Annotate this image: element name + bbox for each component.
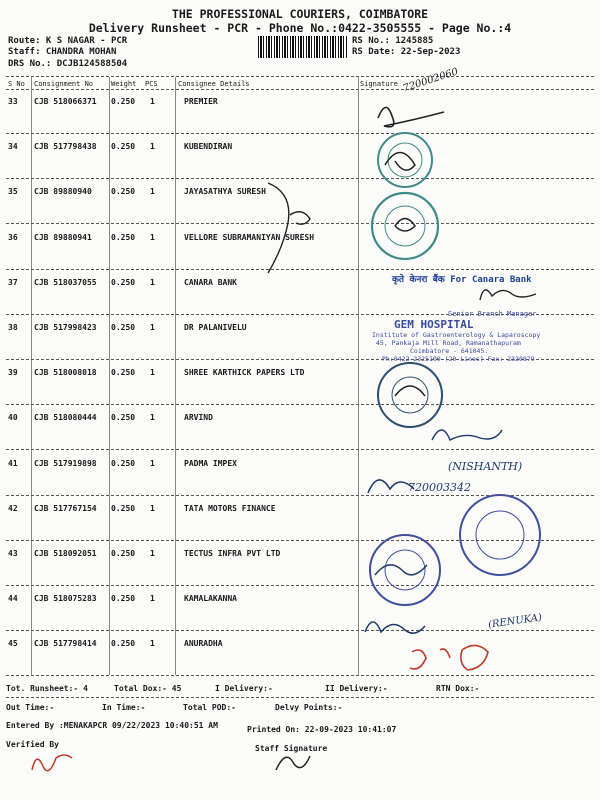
- row-consignment: CJB 518092051: [34, 549, 97, 558]
- gem-hospital-line: Institute of Gastroenterology & Laparoscopy: [372, 331, 541, 339]
- row-consignment: CJB 518075283: [34, 594, 97, 603]
- gem-hospital-line: Ph:0422-2325100 (20 Lines) Fax: 2320879: [382, 355, 535, 363]
- stamp-circle: [388, 143, 422, 177]
- col-signature: Signature: [360, 80, 398, 88]
- row-sno: 35: [8, 187, 18, 196]
- page-title: THE PROFESSIONAL COURIERS, COIMBATORE: [171, 7, 429, 21]
- in-time: In Time:-: [102, 703, 146, 712]
- entered-by: Entered By :MENAKAPCR 09/22/2023 10:40:51 AM: [6, 721, 218, 730]
- delvy-points: Delvy Points:-: [275, 703, 343, 712]
- verified-signature: [32, 755, 72, 771]
- col-sno: S No: [8, 80, 25, 88]
- row-weight: 0.250: [111, 504, 136, 513]
- signature-mark: [268, 183, 289, 273]
- row-consignment: CJB 518080444: [34, 413, 97, 422]
- staff-signature: [276, 756, 310, 770]
- col-consignment: Consignment No: [34, 80, 94, 88]
- stamp-circle: [476, 511, 524, 559]
- row-consignment: CJB 518008018: [34, 368, 97, 377]
- out-time: Out Time:-: [6, 703, 55, 712]
- row-consignee: ANURADHA: [184, 639, 223, 648]
- row-weight: 0.250: [111, 368, 136, 377]
- row-sno: 44: [8, 594, 18, 603]
- row-consignee: DR PALANIVELU: [184, 323, 247, 332]
- staff-signature-label: Staff Signature: [255, 744, 328, 753]
- stamp-circle: [378, 133, 432, 187]
- col-pcs: PCS: [145, 80, 158, 88]
- row-sno: 39: [8, 368, 18, 377]
- stamp-circle: [385, 550, 425, 590]
- row-sno: 41: [8, 459, 18, 468]
- row-sno: 37: [8, 278, 18, 287]
- signature-mark: [432, 430, 502, 440]
- total-pod: Total POD:-: [183, 703, 236, 712]
- stamp-circle: [460, 495, 540, 575]
- row-sno: 34: [8, 142, 18, 151]
- row-sno: 45: [8, 639, 18, 648]
- row-pcs: 1: [150, 549, 155, 558]
- row-pcs: 1: [150, 504, 155, 513]
- signature-mark: [365, 622, 425, 633]
- row-pcs: 1: [150, 323, 155, 332]
- row-weight: 0.250: [111, 97, 136, 106]
- row-consignee: KUBENDIRAN: [184, 142, 233, 151]
- row-consignee: TECTUS INFRA PVT LTD: [184, 549, 281, 558]
- i-delivery: I Delivery:-: [215, 684, 273, 693]
- row-weight: 0.250: [111, 594, 136, 603]
- row-pcs: 1: [150, 594, 155, 603]
- row-consignee: PADMA IMPEX: [184, 459, 237, 468]
- row-consignee: VELLORE SUBRAMANIYAN SURESH: [184, 233, 315, 242]
- col-weight: Weight: [111, 80, 137, 88]
- handwritten-number: 720002060: [401, 66, 460, 95]
- row-consignment: CJB 89880941: [34, 233, 92, 242]
- signature-mark: [480, 290, 536, 300]
- row-sno: 38: [8, 323, 18, 332]
- row-consignment: CJB 517798414: [34, 639, 97, 648]
- row-pcs: 1: [150, 278, 155, 287]
- row-weight: 0.250: [111, 549, 136, 558]
- row-consignment: CJB 89880940: [34, 187, 92, 196]
- row-weight: 0.250: [111, 187, 136, 196]
- signature-mark: [290, 212, 310, 225]
- page-subtitle: Delivery Runsheet - PCR - Phone No.:0422-3505555 - Page No.:4: [88, 21, 512, 35]
- staff-label: Staff: CHANDRA MOHAN: [8, 47, 117, 57]
- stamp-circle: [378, 363, 442, 427]
- stamp-circle: [392, 377, 428, 413]
- row-pcs: 1: [150, 233, 155, 242]
- row-consignee: SHREE KARTHICK PAPERS LTD: [184, 368, 305, 377]
- row-consignment: CJB 517767154: [34, 504, 97, 513]
- row-consignee: TATA MOTORS FINANCE: [184, 504, 276, 513]
- row-consignment: CJB 517998423: [34, 323, 97, 332]
- row-weight: 0.250: [111, 639, 136, 648]
- canara-stamp: कृते केनरा बैंक For Canara Bank: [392, 275, 532, 285]
- row-consignment: CJB 517798438: [34, 142, 97, 151]
- gem-hospital-stamp: GEM HOSPITAL: [394, 318, 474, 331]
- handwritten-number: 720003342: [408, 481, 471, 494]
- gem-hospital-line: 45, Pankaja Mill Road, Ramanathapuram: [376, 339, 521, 347]
- signature-mark: [375, 565, 427, 575]
- signature-mark: [395, 219, 415, 232]
- row-weight: 0.250: [111, 233, 136, 242]
- manager-stamp: Senior Branch Manager: [448, 310, 537, 318]
- route-label: Route: K S NAGAR - PCR: [8, 36, 128, 46]
- row-consignment: CJB 517919898: [34, 459, 97, 468]
- row-consignee: CANARA BANK: [184, 278, 237, 287]
- row-weight: 0.250: [111, 459, 136, 468]
- signature-mark: [461, 645, 488, 670]
- stamp-circle: [372, 193, 438, 259]
- verified-by: Verified By: [6, 740, 59, 749]
- rs-number: RS No.: 1245885: [352, 36, 434, 46]
- row-pcs: 1: [150, 142, 155, 151]
- row-pcs: 1: [150, 639, 155, 648]
- printed-on: Printed On: 22-09-2023 10:41:07: [247, 725, 397, 734]
- footer-rule: [6, 697, 594, 698]
- row-pcs: 1: [150, 459, 155, 468]
- row-consignee: PREMIER: [184, 97, 218, 106]
- row-weight: 0.250: [111, 142, 136, 151]
- row-sno: 33: [8, 97, 18, 106]
- row-pcs: 1: [150, 413, 155, 422]
- row-weight: 0.250: [111, 278, 136, 287]
- row-consignee: KAMALAKANNA: [184, 594, 237, 603]
- rtn-dox: RTN Dox:-: [436, 684, 480, 693]
- col-consignee: Consignee Details: [178, 80, 250, 88]
- row-sno: 40: [8, 413, 18, 422]
- gem-hospital-line: Coimbatore - 641045.: [410, 347, 489, 355]
- row-consignee: JAYASATHYA SURESH: [184, 187, 266, 196]
- handwritten-name: (RENUKA): [487, 612, 543, 631]
- row-sno: 42: [8, 504, 18, 513]
- handwritten-name: (NISHANTH): [448, 460, 523, 473]
- rs-date: RS Date: 22-Sep-2023: [352, 47, 461, 57]
- row-consignee: ARVIND: [184, 413, 213, 422]
- row-consignment: CJB 518037055: [34, 278, 97, 287]
- stamp-circle: [385, 206, 425, 246]
- row-pcs: 1: [150, 187, 155, 196]
- row-sno: 43: [8, 549, 18, 558]
- drs-number: DRS No.: DCJB124588504: [8, 59, 128, 69]
- row-sno: 36: [8, 233, 18, 242]
- row-consignment: CJB 518066371: [34, 97, 97, 106]
- signature-mark: [395, 386, 425, 396]
- signature-mark: [378, 107, 444, 126]
- signature-mark: [410, 649, 450, 669]
- tot-runsheet: Tot. Runsheet:- 4: [6, 684, 88, 693]
- row-weight: 0.250: [111, 413, 136, 422]
- total-dox: Total Dox:- 45: [114, 684, 182, 693]
- row-weight: 0.250: [111, 323, 136, 332]
- ii-delivery: II Delivery:-: [325, 684, 388, 693]
- row-pcs: 1: [150, 97, 155, 106]
- row-pcs: 1: [150, 368, 155, 377]
